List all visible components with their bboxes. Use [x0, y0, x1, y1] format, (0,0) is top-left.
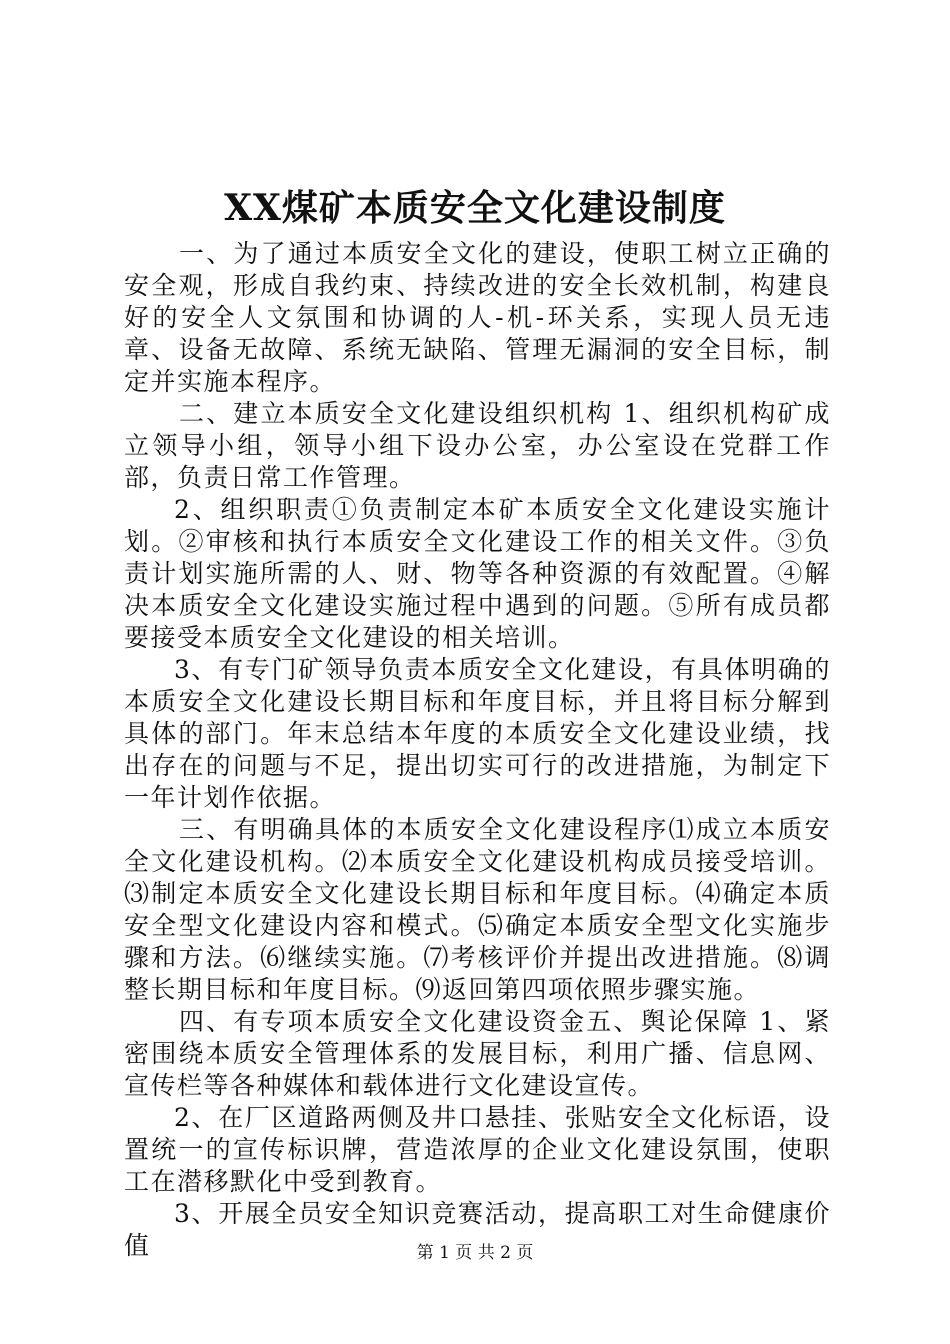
page-number-footer: 第 1 页 共 2 页 — [416, 1243, 534, 1263]
paragraph-leadership: 3、有专门矿领导负责本质安全文化建设，有具体明确的本质安全文化建设长期目标和年度目标，并且将目标分解到具体的部门。年末总结本年度的本质安全文化建设业绩，找出存在的问题与不足，提出切实可行的改进措施，为制定下一年计划作依据。 — [124, 655, 831, 812]
paragraph-procedure: 三、有明确具体的本质安全文化建设程序⑴成立本质安全文化建设机构。⑵本质安全文化建设机构成员接受培训。⑶制定本质安全文化建设长期目标和年度目标。⑷确定本质安全型文化建设内容和模式。⑸确定本质安全型文化实施步骤和方法。⑹继续实施。⑺考核评价并提出改进措施。⑻调整长期目标和年度目标。⑼返回第四项依照步骤实施。 — [124, 815, 831, 1004]
document-title: XX煤矿本质安全文化建设制度 — [224, 187, 726, 229]
paragraph-funding-publicity: 四、有专项本质安全文化建设资金五、舆论保障 1、紧密围绕本质安全管理体系的发展目标，利用广播、信息网、宣传栏等各种媒体和载体进行文化建设宣传。 — [124, 1007, 831, 1100]
paragraph-slogans: 2、在厂区道路两侧及井口悬挂、张贴安全文化标语，设置统一的宣传标识牌，营造浓厚的企业文化建设氛围，使职工在潜移默化中受到教育。 — [124, 1103, 831, 1196]
paragraph-organization: 二、建立本质安全文化建设组织机构 1、组织机构矿成立领导小组，领导小组下设办公室，办公室设在党群工作部，负责日常工作管理。 — [124, 399, 831, 492]
document-body — [124, 238, 831, 1262]
paragraph-knowledge-contest: 3、开展全员安全知识竞赛活动，提高职工对生命健康价值 — [124, 1199, 831, 1260]
paragraph-duties: 2、组织职责①负责制定本矿本质安全文化建设实施计划。②审核和执行本质安全文化建设工作的相关文件。③负责计划实施所需的人、财、物等各种资源的有效配置。④解决本质安全文化建设实施过程中遇到的问题。⑤所有成员都要接受本质安全文化建设的相关培训。 — [124, 495, 831, 652]
paragraph-purpose: 一、为了通过本质安全文化的建设，使职工树立正确的安全观，形成自我约束、持续改进的安全长效机制，构建良好的安全人文氛围和协调的人-机-环关系，实现人员无违章、设备无故障、系统无缺陷、管理无漏洞的安全目标，制定并实施本程序。 — [124, 239, 831, 396]
